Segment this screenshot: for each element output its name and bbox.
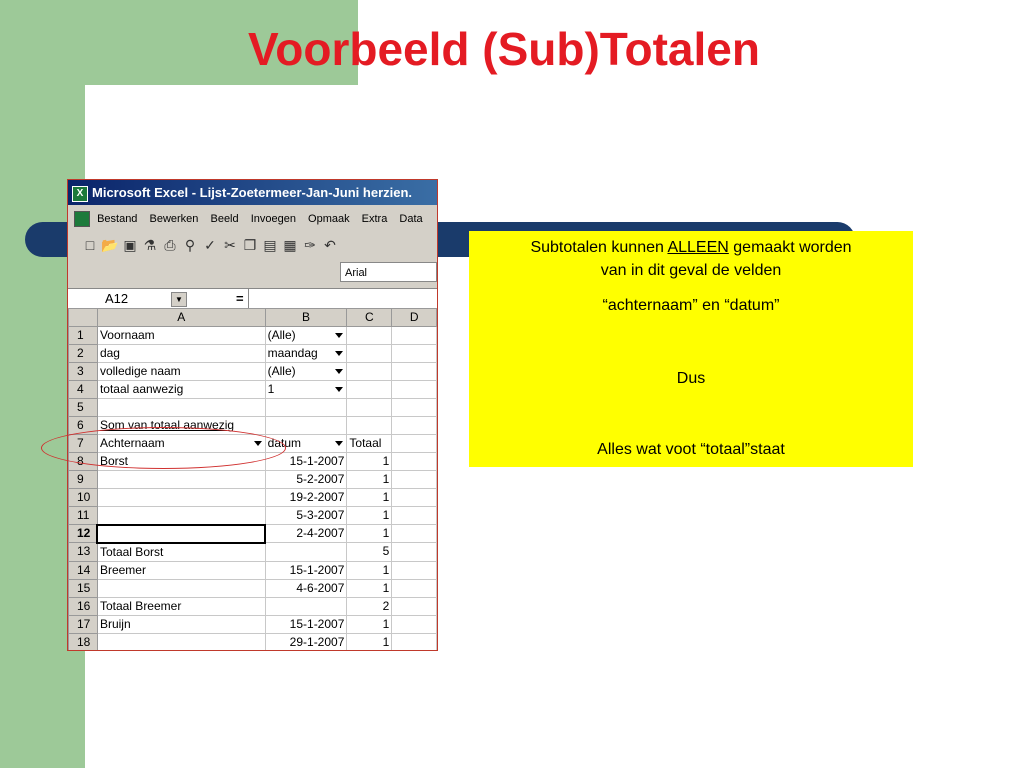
- cell[interactable]: Voornaam: [97, 327, 265, 345]
- row-header[interactable]: 3: [69, 363, 98, 381]
- cell[interactable]: [347, 363, 392, 381]
- pivot-data-field[interactable]: Som van totaal aanwezig: [97, 417, 265, 435]
- table-row: [69, 453, 437, 471]
- cell-value: datum: [267, 436, 301, 450]
- cell[interactable]: [392, 579, 437, 597]
- spelling-icon[interactable]: ✓: [204, 237, 216, 253]
- cell[interactable]: [347, 345, 392, 363]
- menu-extra[interactable]: Extra: [361, 213, 388, 225]
- menu-beeld[interactable]: Beeld: [210, 213, 239, 225]
- excel-screenshot: [67, 179, 438, 651]
- cell[interactable]: Borst: [97, 453, 265, 471]
- cell[interactable]: [392, 507, 437, 525]
- row-header[interactable]: 10: [69, 489, 98, 507]
- row-field-achternaam[interactable]: [97, 435, 265, 453]
- menu-opmaak[interactable]: Opmaak: [308, 213, 350, 225]
- cell[interactable]: [347, 399, 392, 417]
- cell[interactable]: 5: [347, 543, 392, 562]
- row-header[interactable]: 18: [69, 633, 98, 651]
- row-header[interactable]: 2: [69, 345, 98, 363]
- column-header-b[interactable]: B: [265, 309, 347, 327]
- callout-line-1: [469, 239, 913, 257]
- cell[interactable]: 5-2-2007: [265, 471, 347, 489]
- cell[interactable]: 1: [347, 507, 392, 525]
- callout-line-4: Dus: [676, 370, 706, 387]
- cell[interactable]: [97, 633, 265, 651]
- row-header[interactable]: 11: [69, 507, 98, 525]
- format-painter-icon[interactable]: ✑: [304, 237, 316, 253]
- menu-bar: [68, 207, 437, 231]
- menu-data[interactable]: Data: [399, 213, 423, 225]
- callout-line-3: “achternaam” en “datum”: [602, 297, 780, 314]
- row-header[interactable]: 5: [69, 399, 98, 417]
- active-cell[interactable]: [97, 525, 265, 543]
- cell[interactable]: [97, 507, 265, 525]
- table-row: [69, 507, 437, 525]
- chevron-down-icon: ▼: [175, 295, 183, 304]
- window-titlebar: [68, 180, 437, 205]
- cell[interactable]: [265, 399, 347, 417]
- cell[interactable]: 1: [347, 579, 392, 597]
- table-row: [69, 525, 437, 543]
- row-header[interactable]: 1: [69, 327, 98, 345]
- table-row: [69, 561, 437, 579]
- cell[interactable]: [392, 525, 437, 543]
- row-header[interactable]: 15: [69, 579, 98, 597]
- paste-special-icon[interactable]: ▦: [283, 237, 297, 253]
- cell[interactable]: [392, 561, 437, 579]
- standard-toolbar: [68, 232, 437, 258]
- dropdown-arrow-icon[interactable]: [335, 369, 343, 374]
- cell[interactable]: [97, 489, 265, 507]
- print-preview-icon[interactable]: ⚲: [184, 237, 196, 253]
- cell[interactable]: Totaal Breemer: [97, 597, 265, 615]
- formatting-toolbar: [68, 260, 437, 286]
- cell[interactable]: [392, 597, 437, 615]
- page-field-dropdown[interactable]: [265, 381, 347, 399]
- table-row: [69, 327, 437, 345]
- save-icon[interactable]: ▣: [123, 237, 137, 253]
- page-field-dropdown[interactable]: [265, 327, 347, 345]
- callout-box: [469, 231, 913, 467]
- cell[interactable]: [392, 417, 437, 435]
- permission-icon[interactable]: ⚗: [143, 237, 157, 253]
- callout-emphasis: ALLEEN: [667, 239, 729, 256]
- cell[interactable]: 5-3-2007: [265, 507, 347, 525]
- slide-title: Voorbeeld (Sub)Totalen: [248, 23, 760, 75]
- row-header[interactable]: 13: [69, 543, 98, 562]
- cell[interactable]: [392, 435, 437, 453]
- row-header[interactable]: 4: [69, 381, 98, 399]
- cell[interactable]: 15-1-2007: [265, 453, 347, 471]
- cell[interactable]: [392, 615, 437, 633]
- cell-value: maandag: [267, 346, 318, 360]
- cell[interactable]: [392, 345, 437, 363]
- cell[interactable]: [392, 363, 437, 381]
- cell[interactable]: 2: [347, 597, 392, 615]
- cell[interactable]: 1: [347, 471, 392, 489]
- table-row: [69, 489, 437, 507]
- table-row: [69, 543, 437, 562]
- cell[interactable]: Bruijn: [97, 615, 265, 633]
- cell[interactable]: dag: [97, 345, 265, 363]
- callout-line-2: van in dit geval de velden: [600, 262, 782, 279]
- table-row: [69, 633, 437, 651]
- table-row: [69, 435, 437, 453]
- cell[interactable]: 1: [347, 453, 392, 471]
- callout-line-5: Alles wat voot “totaal”staat: [597, 441, 785, 458]
- print-icon[interactable]: ⎙: [164, 237, 176, 253]
- row-header[interactable]: 7: [69, 435, 98, 453]
- cell[interactable]: [392, 471, 437, 489]
- cell[interactable]: [392, 381, 437, 399]
- row-header[interactable]: 17: [69, 615, 98, 633]
- row-header-active[interactable]: 12: [69, 525, 98, 543]
- cell[interactable]: [347, 327, 392, 345]
- cell[interactable]: 15-1-2007: [265, 561, 347, 579]
- table-row: [69, 417, 437, 435]
- column-header-a[interactable]: A: [97, 309, 265, 327]
- formula-bar: [68, 288, 437, 309]
- cell-value: Achternaam: [99, 436, 165, 450]
- cell[interactable]: [392, 327, 437, 345]
- dropdown-arrow-icon[interactable]: [335, 333, 343, 338]
- callout-text: Subtotalen kunnen: [530, 239, 668, 256]
- cell[interactable]: Totaal Borst: [97, 543, 265, 562]
- new-icon[interactable]: □: [85, 237, 95, 253]
- page-field-dropdown[interactable]: [265, 363, 347, 381]
- cell[interactable]: [392, 543, 437, 562]
- spreadsheet-grid: [68, 308, 437, 651]
- paste-icon[interactable]: ▤: [263, 237, 277, 253]
- row-header[interactable]: 14: [69, 561, 98, 579]
- cell[interactable]: [392, 489, 437, 507]
- cell[interactable]: [392, 633, 437, 651]
- table-row: [69, 381, 437, 399]
- open-icon[interactable]: 📂: [101, 237, 119, 253]
- table-row: [69, 399, 437, 417]
- row-header[interactable]: 16: [69, 597, 98, 615]
- page-field-dropdown[interactable]: [265, 345, 347, 363]
- formula-divider: [248, 289, 249, 309]
- cell[interactable]: volledige naam: [97, 363, 265, 381]
- window-title: Microsoft Excel - Lijst-Zoetermeer-Jan-Juni herzien.: [92, 185, 413, 200]
- dropdown-arrow-icon[interactable]: [335, 441, 343, 446]
- cell-value: 1: [267, 382, 275, 396]
- cell[interactable]: 19-2-2007: [265, 489, 347, 507]
- cell[interactable]: [265, 417, 347, 435]
- cell-value: (Alle): [267, 364, 296, 378]
- menu-bestand[interactable]: Bestand: [97, 213, 138, 225]
- cell[interactable]: [265, 597, 347, 615]
- row-header[interactable]: 9: [69, 471, 98, 489]
- cell[interactable]: 1: [347, 633, 392, 651]
- row-header[interactable]: 6: [69, 417, 98, 435]
- cell[interactable]: Totaal: [347, 435, 392, 453]
- row-field-datum[interactable]: [265, 435, 347, 453]
- cell[interactable]: 1: [347, 525, 392, 543]
- cell[interactable]: [265, 543, 347, 562]
- cell[interactable]: totaal aanwezig: [97, 381, 265, 399]
- table-row: [69, 597, 437, 615]
- cell[interactable]: Breemer: [97, 561, 265, 579]
- cell[interactable]: 29-1-2007: [265, 633, 347, 651]
- table-row: [69, 615, 437, 633]
- name-box[interactable]: A12: [105, 291, 129, 306]
- dropdown-arrow-icon[interactable]: [254, 441, 262, 446]
- table-row: [69, 345, 437, 363]
- dropdown-arrow-icon[interactable]: [335, 387, 343, 392]
- cell[interactable]: [392, 453, 437, 471]
- table-row: [69, 579, 437, 597]
- row-header[interactable]: 8: [69, 453, 98, 471]
- font-name-box[interactable]: Arial: [340, 262, 437, 282]
- cell[interactable]: 15-1-2007: [265, 615, 347, 633]
- undo-icon[interactable]: ↶: [324, 237, 336, 253]
- menu-invoegen[interactable]: Invoegen: [250, 213, 296, 225]
- name-box-dropdown[interactable]: [171, 292, 187, 307]
- cell[interactable]: [97, 579, 265, 597]
- cell[interactable]: 1: [347, 489, 392, 507]
- excel-icon: X: [72, 186, 88, 202]
- callout-text: gemaakt worden: [728, 239, 852, 256]
- cell[interactable]: 2-4-2007: [265, 525, 347, 543]
- table-row: [69, 363, 437, 381]
- menu-bewerken[interactable]: Bewerken: [149, 213, 199, 225]
- cell[interactable]: [347, 381, 392, 399]
- cell[interactable]: 4-6-2007: [265, 579, 347, 597]
- formula-equals[interactable]: =: [236, 291, 244, 306]
- select-all-corner[interactable]: [69, 309, 98, 327]
- cell[interactable]: 1: [347, 561, 392, 579]
- column-header-d[interactable]: D: [392, 309, 437, 327]
- column-header-c[interactable]: C: [347, 309, 392, 327]
- cell-value: (Alle): [267, 328, 296, 342]
- workbook-icon[interactable]: [74, 211, 90, 227]
- table-row: [69, 471, 437, 489]
- cell[interactable]: [347, 417, 392, 435]
- column-header-row: [69, 309, 437, 327]
- cut-icon[interactable]: ✂: [224, 237, 236, 253]
- cell[interactable]: [97, 471, 265, 489]
- copy-icon[interactable]: ❐: [243, 237, 257, 253]
- cell[interactable]: [97, 399, 265, 417]
- dropdown-arrow-icon[interactable]: [335, 351, 343, 356]
- cell[interactable]: [392, 399, 437, 417]
- cell[interactable]: 1: [347, 615, 392, 633]
